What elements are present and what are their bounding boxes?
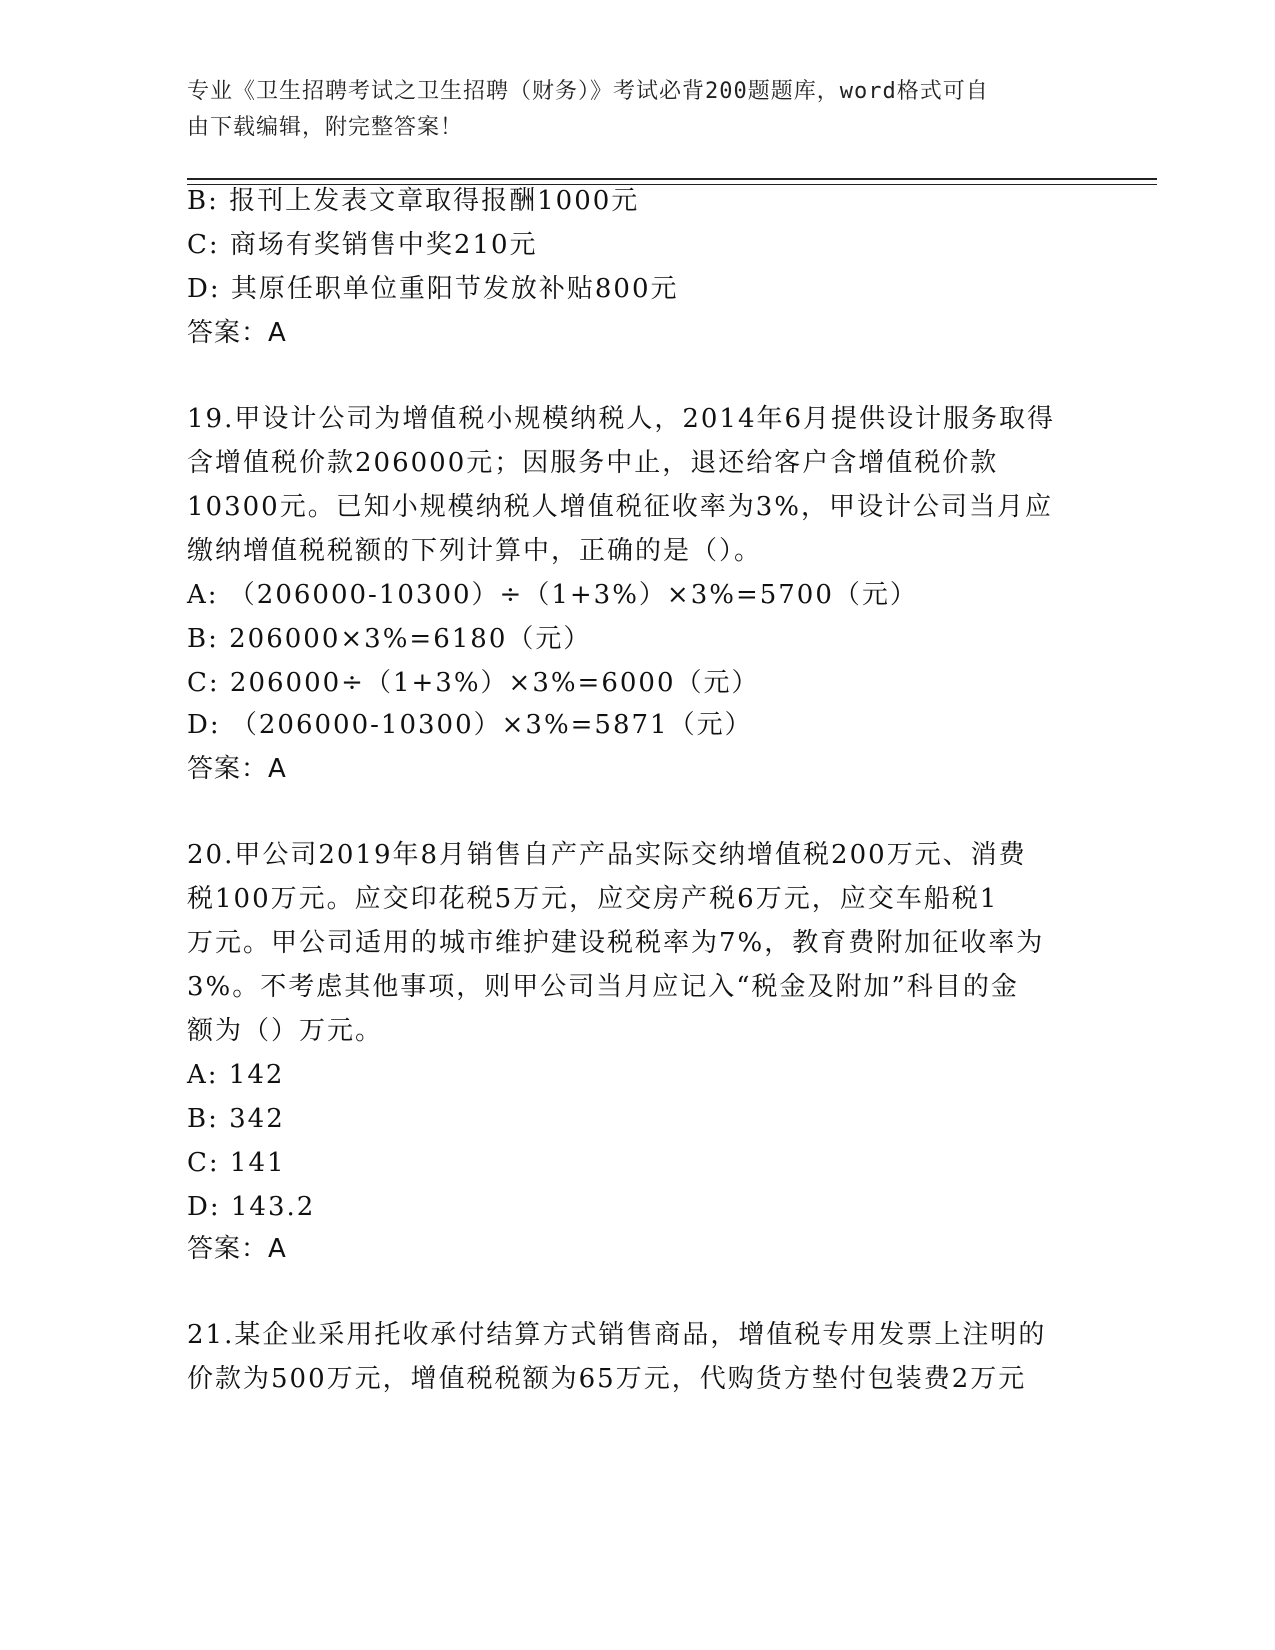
document-header [187,74,1067,146]
q20-option-d: D: 143.2 [187,1192,316,1222]
q19-stem-line-2: 含增值税价款206000元；因服务中止，退还给客户含增值税价款 [187,448,999,478]
q19-stem-line-1: 19.甲设计公司为增值税小规模纳税人，2014年6月提供设计服务取得 [187,404,1056,434]
q19-answer: 答案：A [187,754,287,784]
q19-stem-line-4: 缴纳增值税税额的下列计算中，正确的是（）。 [187,536,763,566]
prev-option-c: C: 商场有奖销售中奖210元 [187,230,538,260]
prev-option-d: D: 其原任职单位重阳节发放补贴800元 [187,274,679,304]
q20-stem-line-5: 额为（）万元。 [187,1016,384,1046]
q19-option-b: B: 206000×3%=6180（元） [187,624,592,654]
header-title-line-2: 由下载编辑，附完整答案！ [187,115,464,140]
prev-answer: 答案：A [187,318,287,348]
q20-option-c: C: 141 [187,1148,286,1178]
q20-stem-line-1: 20.甲公司2019年8月销售自产产品实际交纳增值税200万元、消费 [187,840,1027,870]
q19-stem-line-3: 10300元。已知小规模纳税人增值税征收率为3%，甲设计公司当月应 [187,492,1053,522]
header-title-line-1: 专业《卫生招聘考试之卫生招聘（财务）》考试必背200题题库，word格式可自 [187,79,989,104]
q19-option-d: D: （206000-10300）×3%=5871（元） [187,710,753,740]
q20-option-b: B: 342 [187,1104,285,1134]
q21-stem-line-1: 21.某企业采用托收承付结算方式销售商品，增值税专用发票上注明的 [187,1320,1047,1350]
q20-answer: 答案：A [187,1234,287,1264]
q20-stem-line-4: 3%。不考虑其他事项，则甲公司当月应记入“税金及附加”科目的金 [187,972,1019,1002]
q19-option-a: A: （206000-10300）÷（1+3%）×3%=5700（元） [187,580,918,610]
q20-stem-line-3: 万元。甲公司适用的城市维护建设税税率为7%，教育费附加征收率为 [187,928,1045,958]
prev-option-b: B: 报刊上发表文章取得报酬1000元 [187,186,640,216]
q20-option-a: A: 142 [187,1060,285,1090]
q20-stem-line-2: 税100万元。应交印花税5万元，应交房产税6万元，应交车船税1 [187,884,999,914]
q21-stem-line-2: 价款为500万元，增值税税额为65万元，代购货方垫付包装费2万元 [187,1364,1027,1394]
q19-option-c: C: 206000÷（1+3%）×3%=6000（元） [187,668,760,698]
